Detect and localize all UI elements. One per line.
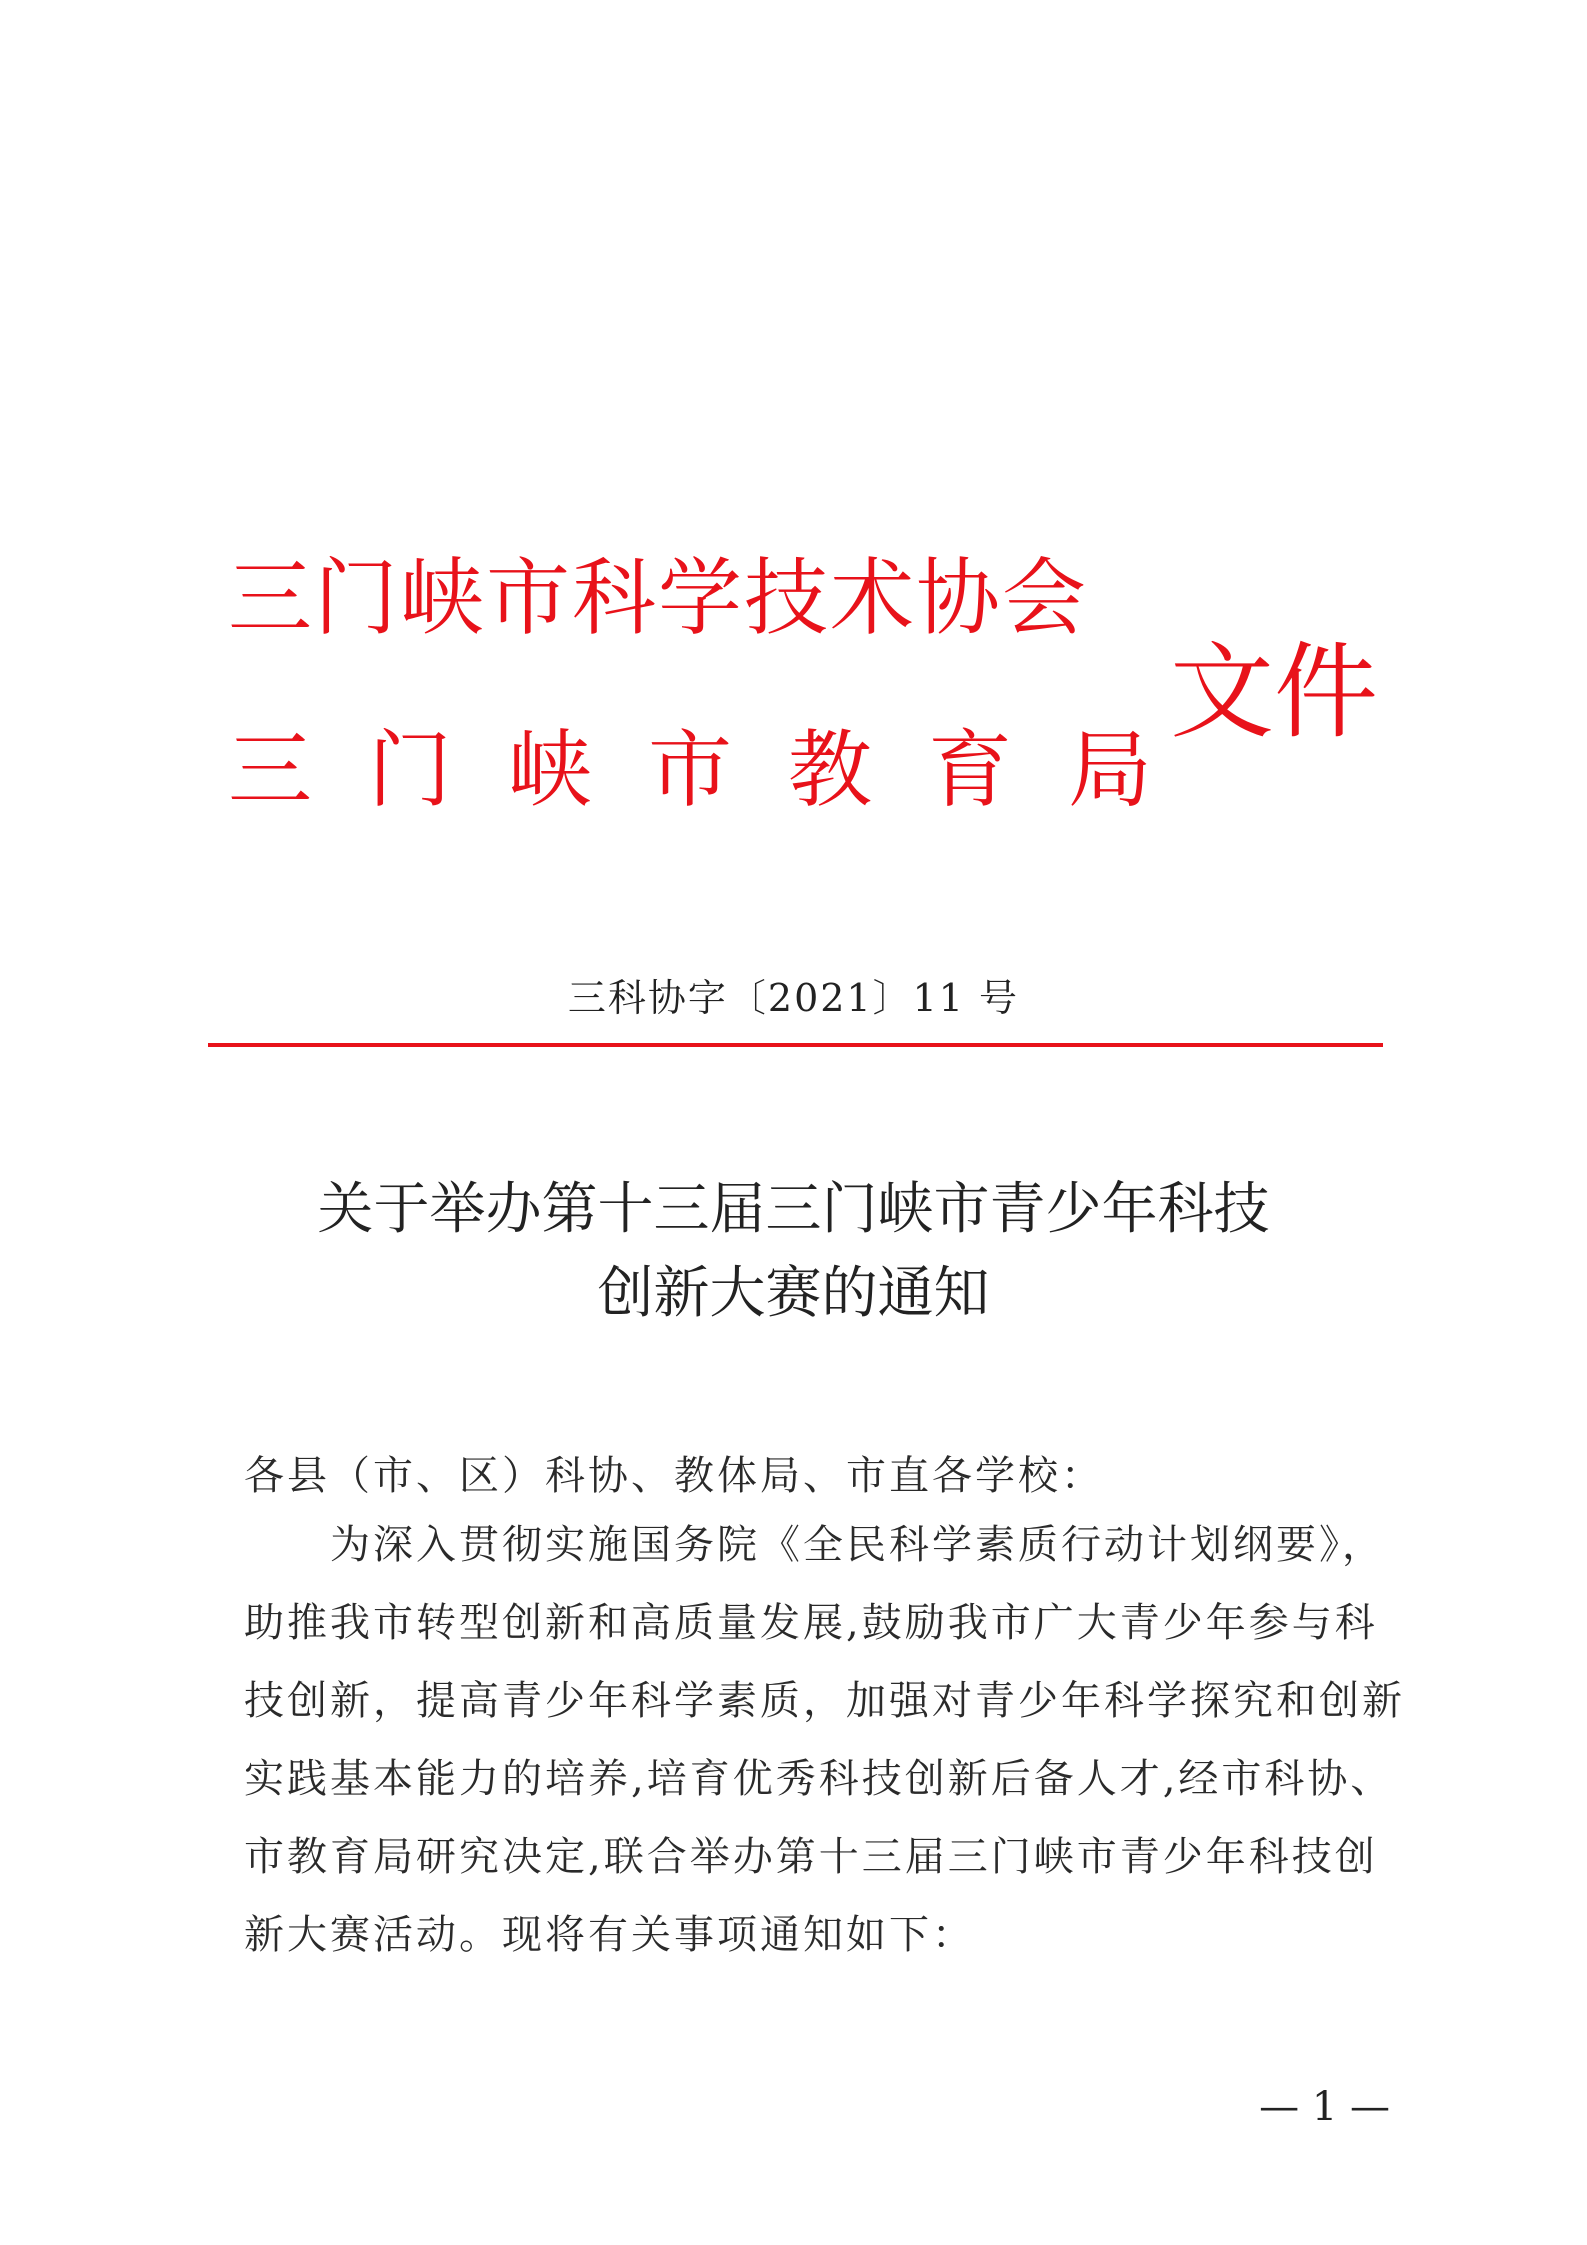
document-number: 三科协字〔2021〕11 号 — [567, 976, 1020, 1020]
paragraph-line: 技创新，提高青少年科学素质，加强对青少年科学探究和创新 — [244, 1678, 1405, 1724]
issuer-name-science-association: 三门峡市科学技术协会 — [228, 549, 1089, 647]
document-title — [0, 1168, 1587, 1336]
red-separator-line — [208, 1043, 1383, 1047]
body-paragraph — [244, 1506, 1405, 1974]
document-body — [244, 1446, 1405, 1974]
paragraph-line: 实践基本能力的培养,培育优秀科技创新后备人才,经市科协、 — [244, 1756, 1394, 1802]
paragraph-line: 新大赛活动。现将有关事项通知如下： — [244, 1912, 975, 1958]
paragraph-line: 市教育局研究决定,联合举办第十三届三门峡市青少年科技创 — [244, 1834, 1378, 1880]
title-line-1: 关于举办第十三届三门峡市青少年科技 — [317, 1177, 1270, 1242]
issuer-name-education-bureau: 三门峡市教育局 — [228, 721, 1209, 819]
salutation: 各县（市、区）科协、教体局、市直各学校： — [244, 1453, 1104, 1499]
red-header-masthead — [228, 520, 1408, 850]
paragraph-line: 为深入贯彻实施国务院《全民科学素质行动计划纲要》， — [330, 1522, 1385, 1568]
title-line-2: 创新大赛的通知 — [597, 1261, 990, 1326]
masthead-document-suffix: 文件 — [1170, 631, 1379, 753]
paragraph-line: 助推我市转型创新和高质量发展,鼓励我市广大青少年参与科 — [244, 1600, 1378, 1646]
page-number: — 1 — — [1259, 2084, 1390, 2130]
